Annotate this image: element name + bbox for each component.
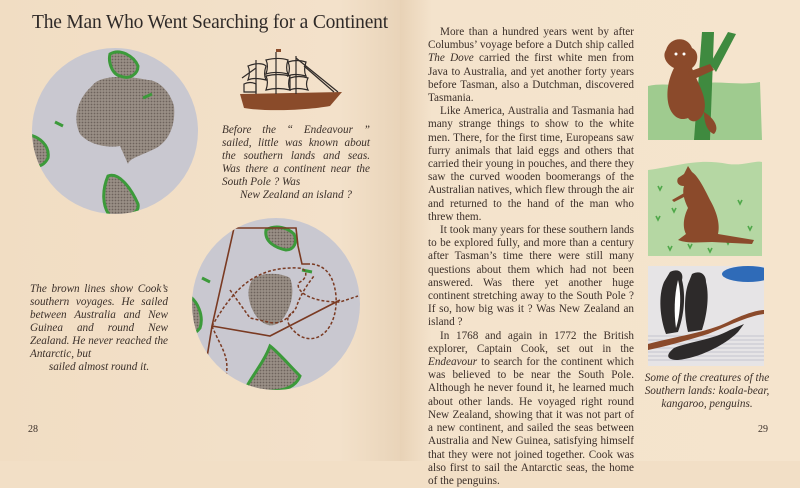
paragraph-1-text-b: carried the first white men from Java to Australia, and yet another forty years before Tasman, also a Dutchman, discovered Tasmania. — [428, 52, 634, 105]
globe-southern-hemisphere-icon — [30, 46, 200, 216]
paragraph-1-ship-name: The Dove — [428, 52, 474, 65]
paragraph-2 — [428, 105, 634, 224]
paragraph-3-text: It took many years for these southern lands to be explored fully, and more than a century after Tasman’s time there were still many questions about them which had not been answered. Was there yet another huge continent stretching away to the South Pole ? If so, how big was it ? Was New Zealand an island ? — [428, 224, 634, 329]
paragraph-4-text-a: In 1768 and again in 1772 the British explorer, Captain Cook, set out in the — [428, 329, 634, 355]
map-caption-text: The brown lines show Cook’s southern voyages. He sailed between Australia and New Guinea and round New Zealand. He never reached the Antarctic, but — [30, 283, 168, 360]
ship-caption-last-line: New Zealand an island ? — [240, 189, 352, 201]
paragraph-1 — [428, 26, 634, 105]
paragraph-4-text-b: to search for the continent which was believed to be near the South Pole. Although he never found it, he learned much about other lands. He voyaged right round New Zealand, showing that it was not part of a new continent, and sailed the seas between Australia and New Guinea, satisfying himself that they were not joined together. Cook was also first to sail the Antarctic seas, the home of the penguins. — [428, 356, 634, 487]
map-caption — [30, 283, 168, 374]
paragraph-4 — [428, 330, 634, 488]
page-title: The Man Who Went Searching for a Continent — [32, 12, 388, 33]
ship-caption — [222, 124, 370, 202]
body-text — [428, 26, 634, 488]
page-number-right: 29 — [758, 424, 768, 435]
map-caption-last-line: sailed almost round it. — [48, 361, 150, 373]
koala-bear-icon — [648, 28, 768, 140]
paragraph-2-text: Like America, Australia and Tasmania had many strange things to show to the white men. There, for the first time, Europeans saw furry animals that laid eggs and others that carried their young in pouches, and there they saw the curved wooden boomerangs of the Australian natives, which flew through the air and returned to the hand of the man who threw them. — [428, 105, 634, 223]
sailing-ship-endeavour-icon — [238, 48, 350, 120]
penguins-icon — [648, 266, 764, 366]
paragraph-4-ship-name: Endeavour — [428, 356, 478, 369]
right-page — [400, 0, 800, 487]
kangaroo-icon — [648, 156, 764, 256]
creatures-caption: Some of the creatures of the Southern lands: koala-bear, kangaroo, penguins. — [644, 372, 770, 410]
globe-cook-voyages-icon — [190, 216, 362, 392]
paragraph-3 — [428, 224, 634, 330]
page-number-left: 28 — [28, 424, 38, 435]
left-page — [0, 0, 400, 461]
ship-caption-text: Before the “ Endeavour ” sailed, little was known about the southern lands and seas. Was there a continent near the South Pole ? Was — [222, 124, 370, 188]
paragraph-1-text-a: More than a hundred years went by after Columbus’ voyage before a Dutch ship called — [428, 26, 634, 52]
